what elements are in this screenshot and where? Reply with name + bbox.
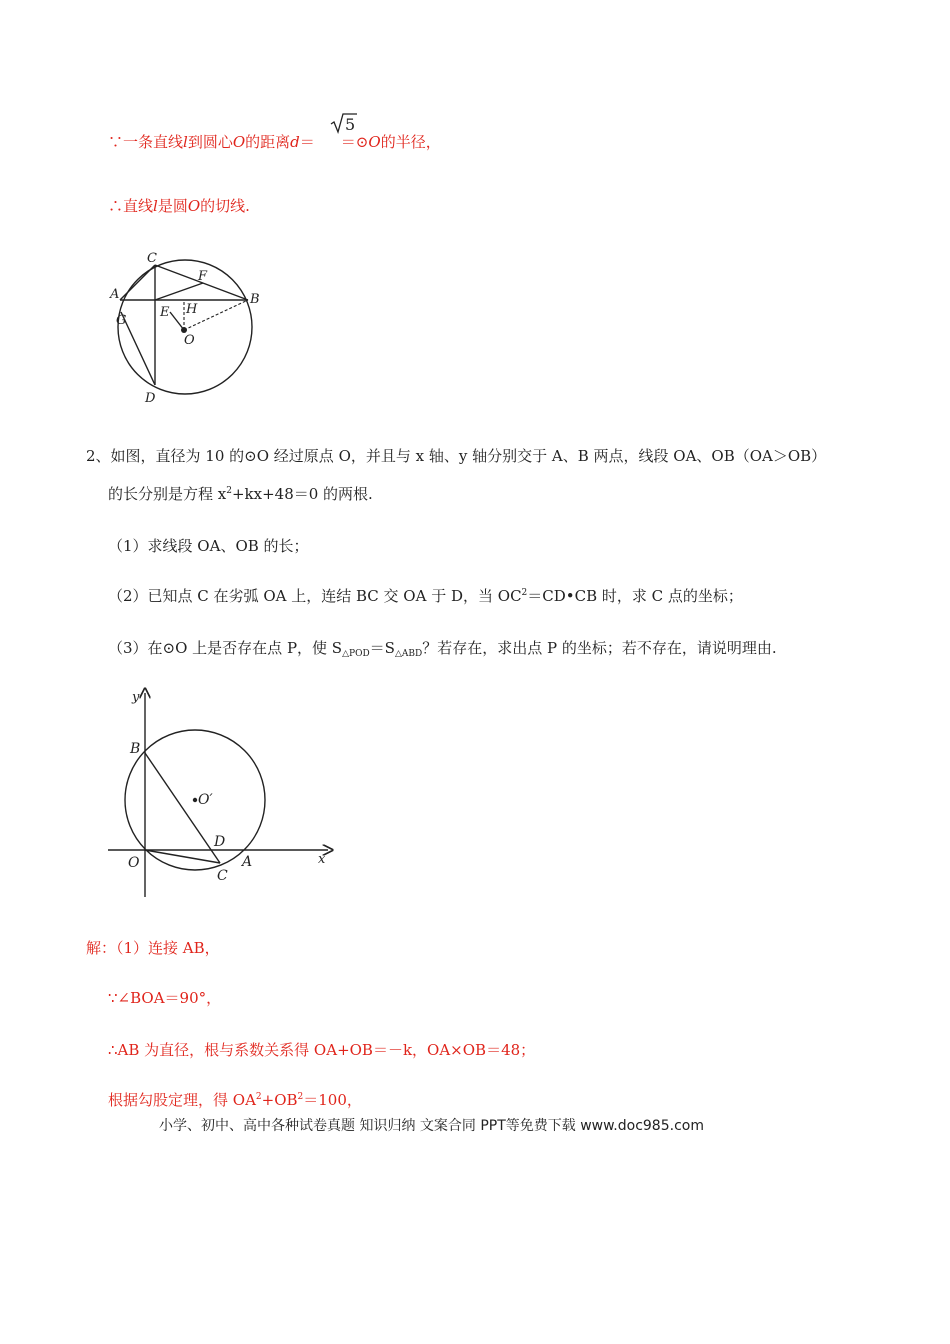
svg-text:C: C <box>147 251 157 266</box>
svg-text:5: 5 <box>345 115 356 134</box>
question-2: （2）已知点 C 在劣弧 OA 上，连结 BC 交 OA 于 D，当 $OC^2=CD•CB$ 时，求 C 点的坐标； <box>108 587 743 605</box>
svg-text:E: E <box>160 305 170 320</box>
solution-step-2: ∵∠BOA＝90°， <box>108 989 222 1007</box>
question-1: （1）求线段 OA、OB 的长； <box>108 537 309 555</box>
solution-step-3: ∴AB 为直径，根与系数关系得 OA+OB＝－k，OA×OB＝48； <box>108 1041 536 1059</box>
solution-step-4: 根据勾股定理，得 $OA^2+OB^2=100$， <box>108 1091 362 1109</box>
svg-text:A: A <box>110 287 120 302</box>
circle-figure-1 <box>108 250 278 410</box>
svg-text:G: G <box>116 313 127 328</box>
svg-text:H: H <box>186 302 198 317</box>
svg-text:F: F <box>198 269 208 284</box>
svg-text:B: B <box>250 292 260 307</box>
svg-text:y: y <box>132 690 140 705</box>
question-3: （3）在⊙O 上是否存在点 P，使 $S_{\triangle POD}=S_{\triangle ABD}$？若存在，求出点 P 的坐标；若不存在，请说明理由. <box>108 639 777 659</box>
coordinate-figure-2 <box>100 685 340 905</box>
svg-text:C: C <box>217 868 228 884</box>
svg-text:D: D <box>214 834 226 850</box>
svg-text:O: O <box>184 333 195 348</box>
sqrt-symbol <box>330 112 358 138</box>
svg-text:O: O <box>128 855 140 871</box>
svg-text:A: A <box>242 854 253 870</box>
solution-line-tangent: ∴直线l是圆O的切线. <box>108 197 250 215</box>
svg-text:O′: O′ <box>198 792 213 808</box>
solution-line-distance: ∵一条直线l到圆心O的距离d＝ ＝⊙O的半径， <box>108 133 441 151</box>
svg-text:B: B <box>130 741 141 757</box>
problem-2-statement-cont: 的长分别是方程 $x^2+kx+48=0$ 的两根. <box>108 485 373 503</box>
problem-2-statement: 2、如图，直径为 10 的⊙O 经过原点 O，并且与 x 轴、y 轴分别交于 A、B 两点，线段 OA、OB（OA＞OB） <box>86 447 827 465</box>
svg-text:x: x <box>318 852 326 867</box>
svg-text:D: D <box>145 391 156 406</box>
page-footer: 小学、初中、高中各种试卷真题 知识归纳 文案合同 PPT等免费下载 www.doc985.com <box>159 1118 704 1134</box>
solution-step-1: 解：（1）连接 AB， <box>86 939 220 957</box>
